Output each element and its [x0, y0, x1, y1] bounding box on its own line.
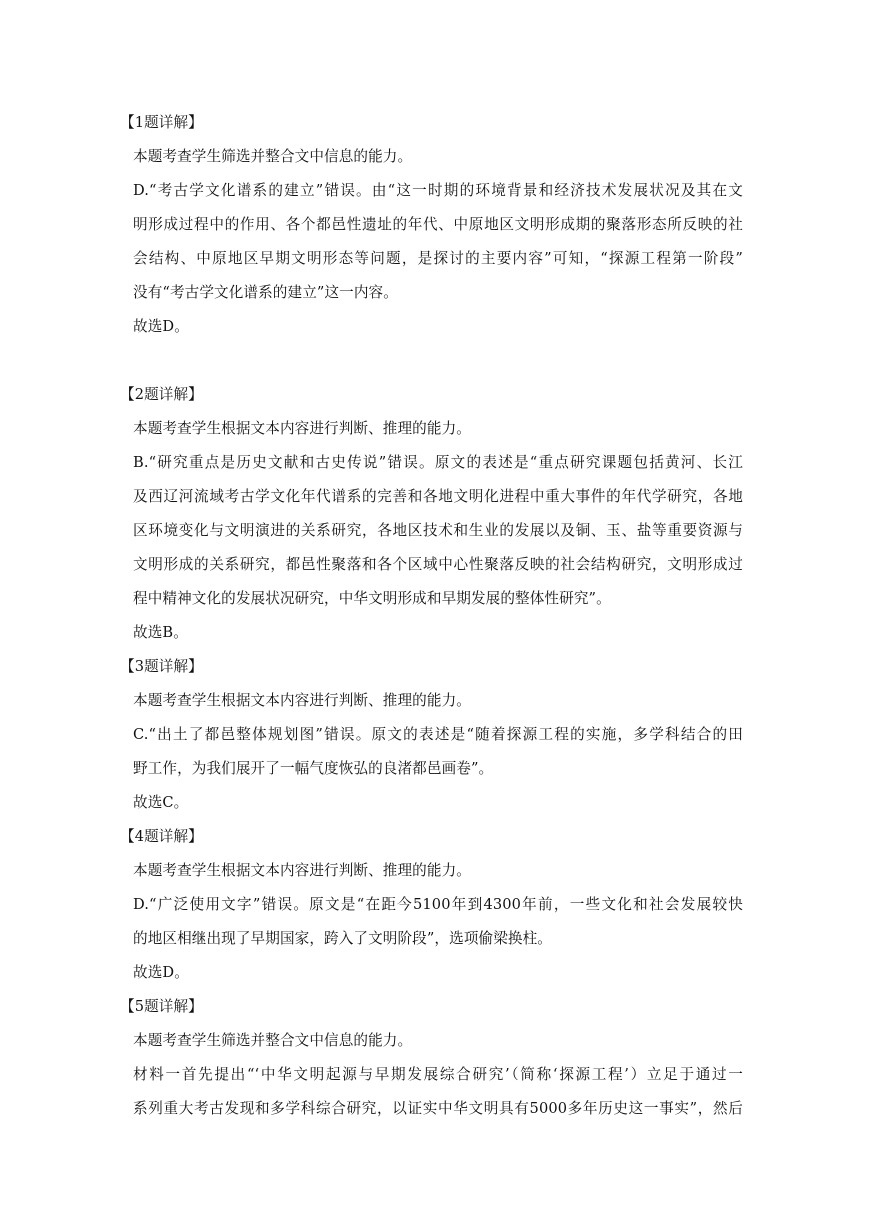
text-line: 会结构、中原地区早期文明形态等问题，是探讨的主要内容”可知，“探源工程第一阶段” [133, 250, 743, 267]
text-line: 故选D。 [133, 318, 189, 335]
text-line: 本题考查学生筛选并整合文中信息的能力。 [133, 148, 413, 165]
text-line: 系列重大考古发现和多学科综合研究，以证实中华文明具有5000多年历史这一事实”，然后 [133, 1100, 743, 1117]
text-line: D.“广泛使用文字”错误。原文是“在距今5100年到4300年前，一些文化和社会发展较快 [133, 896, 743, 913]
text-line: 没有“考古学文化谱系的建立”这一内容。 [133, 284, 398, 301]
text-line: 程中精神文化的发展状况研究，中华文明形成和早期发展的整体性研究”。 [133, 590, 611, 607]
section-heading: 【5题详解】 [120, 998, 203, 1015]
section-heading: 【4题详解】 [120, 828, 203, 845]
text-line: 本题考查学生根据文本内容进行判断、推理的能力。 [133, 420, 471, 437]
section-heading: 【2题详解】 [120, 386, 203, 403]
text-line: 野工作，为我们展开了一幅气度恢弘的良渚都邑画卷”。 [133, 760, 494, 777]
text-line: 材料一首先提出“‘中华文明起源与早期发展综合研究’（简称‘探源工程’）立足于通过一 [133, 1066, 743, 1083]
text-line: C.“出土了都邑整体规划图”错误。原文的表述是“随着探源工程的实施，多学科结合的田 [133, 726, 743, 743]
section-heading: 【1题详解】 [120, 114, 203, 131]
text-line: 及西辽河流域考古学文化年代谱系的完善和各地文明化进程中重大事件的年代学研究，各地 [133, 488, 743, 505]
text-line: 故选B。 [133, 624, 188, 641]
text-line: 明形成过程中的作用、各个都邑性遗址的年代、中原地区文明形成期的聚落形态所反映的社 [133, 216, 743, 233]
text-line: 区环境变化与文明演进的关系研究，各地区技术和生业的发展以及铜、玉、盐等重要资源与 [133, 522, 743, 539]
text-line: 本题考查学生根据文本内容进行判断、推理的能力。 [133, 862, 471, 879]
text-line: 文明形成的关系研究，都邑性聚落和各个区域中心性聚落反映的社会结构研究，文明形成过 [133, 556, 743, 573]
section-heading: 【3题详解】 [120, 658, 203, 675]
text-line: 故选C。 [133, 794, 189, 811]
text-line: 的地区相继出现了早期国家，跨入了文明阶段”，选项偷梁换柱。 [133, 930, 552, 947]
text-line: 故选D。 [133, 964, 189, 981]
text-line: B.“研究重点是历史文献和古史传说”错误。原文的表述是“重点研究课题包括黄河、长江 [133, 454, 743, 471]
text-line: 本题考查学生根据文本内容进行判断、推理的能力。 [133, 692, 471, 709]
text-line: D.“考古学文化谱系的建立”错误。由“这一时期的环境背景和经济技术发展状况及其在文 [133, 182, 743, 199]
text-line: 本题考查学生筛选并整合文中信息的能力。 [133, 1032, 413, 1049]
